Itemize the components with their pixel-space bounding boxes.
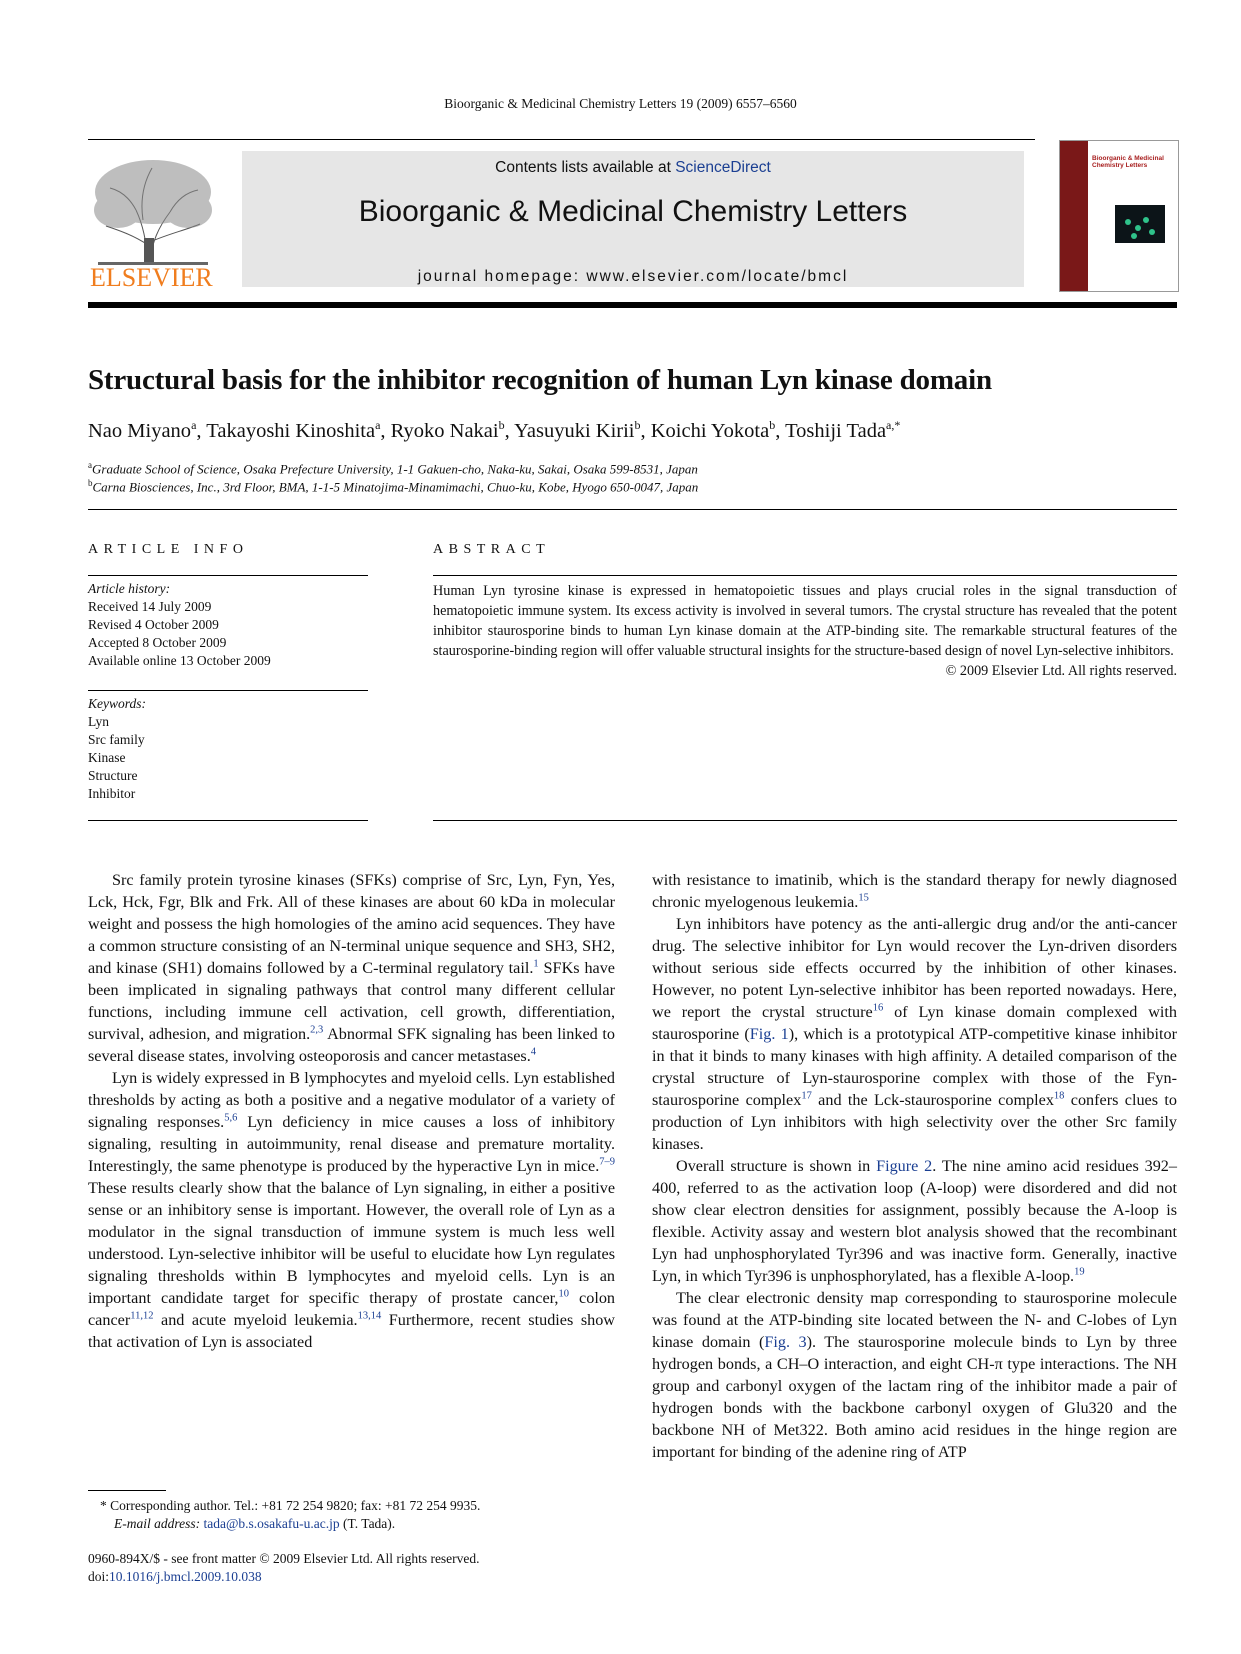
author: Yasuyuki Kirii xyxy=(514,419,635,442)
body-text: ), which is a prototypical ATP-competitive kinase inhibitor in that it binds to many kinases with high affinity. A detailed comparison of the crystal structure of Lyn-staurosporine complex with those of the Fyn-staurosporine complex xyxy=(652,1025,1177,1109)
affiliation-sup: a xyxy=(88,460,92,470)
elsevier-tree-icon xyxy=(88,150,218,290)
doi-label: doi: xyxy=(88,1569,110,1584)
footnote-marker: * xyxy=(100,1498,107,1513)
keywords-label: Keywords: xyxy=(88,696,146,711)
body-text: with resistance to imatinib, which is the standard therapy for newly diagnosed chronic myelogenous leukemia. xyxy=(652,871,1177,911)
body-left-column xyxy=(88,869,615,1353)
journal-masthead xyxy=(242,151,1024,287)
body-text: colon cancer xyxy=(88,1289,616,1329)
body-text: Overall structure is shown in xyxy=(676,1157,877,1175)
header-rule xyxy=(88,139,1035,140)
keywords xyxy=(88,695,368,803)
author: Toshiji Tada xyxy=(785,419,887,442)
citation-sup[interactable]: 15 xyxy=(858,892,869,904)
body-paragraph xyxy=(88,1067,615,1353)
citation-sup[interactable]: 16 xyxy=(872,1002,884,1014)
footnote-rule xyxy=(88,1490,166,1491)
footnote-contact: Corresponding author. Tel.: +81 72 254 9820; fax: +81 72 254 9935. xyxy=(110,1498,481,1513)
body-text: . The nine amino acid residues 392–400, referred to as the activation loop (A-loop) were disordered and did not show clear electron densities for assignment, possibly because the A-loop is flexible. Activity assay and western blot analysis showed that the recombinant Lyn had unphosphorylated Tyr396 and was inactive form. Generally, inactive Lyn, in which Tyr396 is unphosphorylated, has a flexible A-loop. xyxy=(652,1157,1177,1285)
author-affil-sup: a xyxy=(191,418,197,432)
body-paragraph xyxy=(652,1155,1177,1287)
citation-sup[interactable]: 10 xyxy=(558,1288,569,1300)
contents-prefix: Contents lists available at xyxy=(495,159,676,176)
email-label: E-mail address: xyxy=(114,1516,204,1531)
abstract-heading: ABSTRACT xyxy=(433,542,551,557)
abstract-bottom-rule xyxy=(433,820,1177,821)
abstract-copyright: © 2009 Elsevier Ltd. All rights reserved. xyxy=(945,663,1177,679)
citation-sup[interactable]: 5,6 xyxy=(224,1112,238,1124)
body-right-column xyxy=(652,869,1177,1463)
author: Takayoshi Kinoshita xyxy=(206,419,376,442)
citation-sup[interactable]: 19 xyxy=(1074,1266,1085,1278)
affiliation-a xyxy=(88,460,698,477)
citation-sup[interactable]: 2,3 xyxy=(310,1024,324,1036)
citation-sup[interactable]: 11,12 xyxy=(130,1310,154,1322)
doi-link[interactable]: 10.1016/j.bmcl.2009.10.038 xyxy=(109,1569,262,1584)
author-list: Nao Miyano$^a$, Takayoshi Kinoshita$^a$, Ryoko Nakai$^b$, Yasuyuki Kirii$^b$, Koichi Yokota$^b$, Toshiji Tada$^{a,*}$ xyxy=(88,418,901,442)
body-text: Lyn deficiency in mice causes a loss of inhibitory signaling, resulting in autoimmunity, renal disease and premature mortality. Interestingly, the same phenotype is produced by the hyperactive Lyn in mice. xyxy=(88,1113,615,1175)
citation-sup[interactable]: 17 xyxy=(801,1090,812,1102)
keyword: Structure xyxy=(88,768,138,783)
body-text: Furthermore, recent studies show that activation of Lyn is associated xyxy=(88,1311,615,1351)
body-text: of Lyn kinase domain complexed with staurosporine ( xyxy=(652,1003,1177,1043)
citation-sup[interactable]: 13,14 xyxy=(357,1310,382,1322)
body-paragraph xyxy=(652,869,1177,913)
author-affil-sup: b xyxy=(498,418,505,432)
elsevier-logo xyxy=(88,150,218,290)
affiliation-rule xyxy=(88,509,1177,510)
article-info-rule xyxy=(88,575,368,576)
body-text: ). The staurosporine molecule binds to Lyn by three hydrogen bonds, a CH–O interaction, and eight CH-π type interactions. The NH group and carbonyl oxygen of the lactam ring of the inhibitor made a pair of hydrogen bonds with the backbone carbonyl oxygen of Glu320 and the backbone NH of Met322. Both amino acid residues in the hinge region are important for binding of the adenine ring of ATP xyxy=(652,1333,1177,1461)
keyword: Lyn xyxy=(88,714,110,729)
body-text: The clear electronic density map corresponding to staurosporine molecule was found at the ATP-binding site located between the N- and C-lobes of Lyn kinase domain ( xyxy=(652,1289,1177,1351)
journal-homepage[interactable]: journal homepage: www.elsevier.com/locate/bmcl xyxy=(417,268,849,285)
author: Nao Miyano xyxy=(88,419,192,442)
body-paragraph xyxy=(652,1287,1177,1463)
citation-sup[interactable]: 7–9 xyxy=(599,1156,615,1168)
corresponding-author-footnote xyxy=(88,1497,648,1533)
history-accepted: Accepted 8 October 2009 xyxy=(88,635,227,650)
body-text: and the Lck-staurosporine complex xyxy=(811,1091,1054,1109)
body-text: Lyn is widely expressed in B lymphocytes and myeloid cells. Lyn established thresholds by acting as both a positive and a negative modulator of a variety of signaling responses. xyxy=(88,1069,615,1131)
body-text: Abnormal SFK signaling has been linked to several disease states, involving osteoporosis and cancer metastases. xyxy=(88,1025,615,1065)
issn-line: 0960-894X/$ - see front matter © 2009 Elsevier Ltd. All rights reserved. xyxy=(88,1551,480,1566)
sciencedirect-link[interactable]: ScienceDirect xyxy=(675,159,771,176)
citation-sup[interactable]: 18 xyxy=(1053,1090,1065,1102)
body-text: confers clues to production of Lyn inhibitors with high selectivity over the other Src family kinases. xyxy=(652,1091,1177,1153)
history-received: Received 14 July 2009 xyxy=(88,599,212,614)
keyword: Src family xyxy=(88,732,145,747)
email-suffix: (T. Tada). xyxy=(339,1516,396,1531)
citation-sup[interactable]: 4 xyxy=(530,1046,537,1058)
body-text: SFKs have been implicated in signaling pathways that control many different cellular functions, including immune cell activation, cell growth, differentiation, survival, adhesion, and migration. xyxy=(88,959,615,1043)
keywords-rule xyxy=(88,690,368,691)
info-bottom-rule xyxy=(88,820,368,821)
author: Ryoko Nakai xyxy=(390,419,499,442)
masthead-thick-rule xyxy=(88,302,1177,308)
history-revised: Revised 4 October 2009 xyxy=(88,617,219,632)
body-text: Src family protein tyrosine kinases (SFKs) comprise of Src, Lyn, Fyn, Yes, Lck, Hck, Fgr, Blk and Frk. All of these kinases are about 60 kDa in molecular weight and possess the high homologies of the amino acid sequences. They have a common structure consisting of an N-terminal unique sequence and SH3, SH2, and kinase (SH1) domains followed by a C-terminal regulatory tail. xyxy=(88,871,615,977)
figure-reference-link[interactable]: Fig. 3 xyxy=(764,1333,807,1351)
citation-sup[interactable]: 1 xyxy=(533,958,539,970)
elsevier-wordmark: ELSEVIER xyxy=(90,263,213,290)
figure-reference-link[interactable]: Fig. 1 xyxy=(749,1025,789,1043)
author: Koichi Yokota xyxy=(650,419,770,442)
body-text: These results clearly show that the balance of Lyn signaling, in either a positive sense or an inhibitory sense is important. However, the overall role of Lyn as a modulator in the signal transduction of immune system is much less well understood. Lyn-selective inhibitor will be useful to elucidate how Lyn regulates signaling thresholds within B lymphocytes and myeloid cells. Lyn is an important candidate target for specific therapy of prostate cancer, xyxy=(88,1179,615,1307)
affiliation-text: Carna Biosciences, Inc., 3rd Floor, BMA, 1-1-5 Minatojima-Minamimachi, Chuo-ku, Kobe, Hyogo 650-0047, Japan xyxy=(92,479,699,495)
body-paragraph xyxy=(652,913,1177,1155)
article-history xyxy=(88,580,368,670)
abstract-text: Human Lyn tyrosine kinase is expressed in hematopoietic tissues and plays crucial roles in the signal transduction of hematopoietic immune system. Its excess activity is involved in several tumors. The crystal structure has revealed that the potent inhibitor staurosporine binds to human Lyn kinase domain at the ATP-binding site. The remarkable structural features of the staurosporine-binding region will offer valuable structural insights for the structure-based design of novel Lyn-selective inhibitors. xyxy=(433,583,1177,659)
keyword: Kinase xyxy=(88,750,126,765)
affiliation-sup: b xyxy=(88,478,93,488)
history-online: Available online 13 October 2009 xyxy=(88,653,271,668)
body-paragraph xyxy=(88,869,615,1067)
contents-line xyxy=(242,159,1024,177)
email-link[interactable]: tada@b.s.osakafu-u.ac.jp xyxy=(203,1516,340,1531)
affiliation-text: Graduate School of Science, Osaka Prefecture University, 1-1 Gakuen-cho, Naka-ku, Sakai, Osaka 599-8531, Japan xyxy=(92,461,698,477)
article-info-heading: ARTICLE INFO xyxy=(88,542,249,557)
cover-title: Bioorganic & Medicinal Chemistry Letters xyxy=(1092,155,1164,169)
author-affil-sup: a,* xyxy=(886,418,901,432)
abstract xyxy=(433,581,1177,681)
author-affil-sup: b xyxy=(634,418,641,432)
author-affil-sup: b xyxy=(769,418,776,432)
cover-molecule-image xyxy=(1115,205,1165,243)
keyword: Inhibitor xyxy=(88,786,136,801)
author-affil-sup: a xyxy=(375,418,381,432)
running-header: Bioorganic & Medicinal Chemistry Letters 19 (2009) 6557–6560 xyxy=(444,96,797,111)
body-text: and acute myeloid leukemia. xyxy=(153,1311,358,1329)
affiliation-b xyxy=(88,478,698,495)
figure-reference-link[interactable]: Figure 2 xyxy=(876,1157,933,1175)
cover-spine xyxy=(1060,141,1088,291)
issn-doi-block xyxy=(88,1550,688,1586)
body-text: Lyn inhibitors have potency as the anti-allergic drug and/or the anti-cancer drug. The selective inhibitor for Lyn would recover the Lyn-driven disorders without serious side effects occurred by the inhibition of other kinases. However, no potent Lyn-selective inhibitor has been reported nowadays. Here, we report the crystal structure xyxy=(652,915,1177,1021)
journal-title: Bioorganic & Medicinal Chemistry Letters xyxy=(358,195,908,228)
article-title: Structural basis for the inhibitor recognition of human Lyn kinase domain xyxy=(88,364,992,396)
abstract-rule xyxy=(433,575,1177,576)
journal-cover-thumbnail xyxy=(1059,140,1179,292)
history-label: Article history: xyxy=(88,581,171,596)
